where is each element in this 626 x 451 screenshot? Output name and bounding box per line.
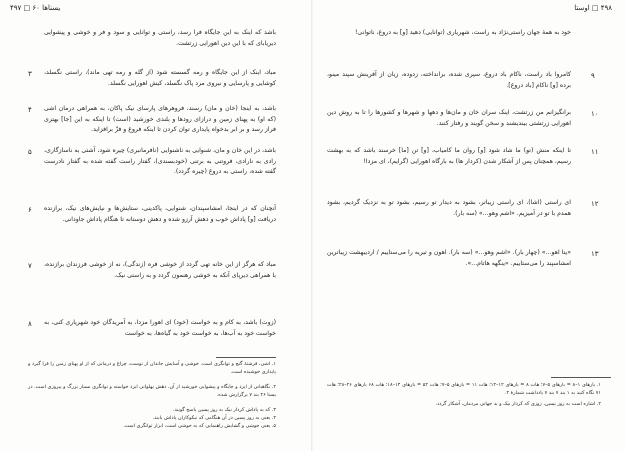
verse-text: باشد، در این خان و مان، شنوایی به ناشنوایی (نافرمانبری) چیره شود، آشتی به ناسازگاری، رادی به نارادی، فروتنی به برتنی (خودبسندی)، گفتار راست گفته شده به گفتار نادرست گفته شده، راستی به دروغ (چیره گردد).: [44, 147, 276, 176]
verse-text: آنچنان که در اینجا، امشاسپندان، شنوایی، پاکدینی، ستایش‌ها و نیایش‌های نیک، برازنده دریافت [و] پاداش خوب و دهش آرزو شده و دهش دوستانه تا هنگام پاداش جاودانی.: [44, 205, 276, 223]
verse-number: ۹: [591, 72, 595, 80]
verse-number: ۵: [28, 148, 32, 156]
verse-text: «یتا اهو...» (چهار بار). «اشم وهو...» (سه بار). اهون و تیریه را می‌ستاییم / اردیبهشت زیباترین امشاسپند را می‌ستاییم. «ینگهه هاتام...».: [327, 249, 571, 267]
footnote: ۳. که به پاداش کردار نیک به روز پسین پاسخ گویند.: [172, 407, 276, 413]
footnote-rule: [551, 377, 611, 378]
verse-text: (زوت) باشد، به کام و به خواست (خود) ای اهورا مزدا، به آمریدگان خود شهریاری کنی، به خواست خود به آب‌ها، به خواست خود به گیاه‌ها، به خواست: [44, 319, 276, 337]
verse-number: ۱۲: [591, 200, 599, 208]
verse-number: ۱۱: [591, 148, 599, 156]
right-page-header: ۴۹۸ □ اوستا: [574, 4, 612, 12]
footnote: ۲. اشاره است به روز پسین، روزی که کردار نیک و بد جهانی مردمان، آشکار گردد.: [435, 401, 601, 407]
left-page-header: یسناها ۶۰ □ ۴۹۷: [10, 4, 61, 12]
footnote: ۴. یعنی به روز پسین در آن هنگامی که نیکوکاران پاداش یابند.: [152, 415, 276, 421]
footnote: ۱. بارهای ۱–۸ = بارهای ۵–۷؛ هات ۸ = بارهای ۱۲–۱۴؛ هات ۱۱ = بارهای ۵–۷؛ هات ۵۲ = بارهای ۱۴–۱۸؛ هات ۶۸ بارهای ۲۶–۲۸؛ هات ۷۱ نگاه کنید به ۱ بند ۷ بند ۷ یادداشت شمارهٔ ۲.: [327, 382, 602, 396]
verse-text: برانگیزانم من زرتشت، اینک سران خان و مان‌ها و دهها و شهرها و کشورها را تا به روش دین اهورایی زرتشتی بیندیشند و سخن گویند و رفتار کنند.: [327, 109, 571, 127]
verse-number: ۱۰: [591, 110, 599, 118]
footnote: ۲. نگاهبانی از ایزد و جایگاه و پیشوایی خورشید از آن، دهش پهلوانی ایزد خواسته و توانگری بسیار بزرگ و پیروزی است. در یسنا ۲۶ بند ۷ برگزارش شده.: [28, 384, 276, 398]
verse-text: مباد، اینک از این جایگاه و رمه گسسته شود (از گله و رمه تهی ماند)، راستی نگسلد، کوشایی و پارسایی و نیروی مرد پاک نگسلد، کیش اهورایی نگسلد.: [44, 69, 276, 87]
verse-number: ۴: [28, 106, 32, 114]
verse-text: تا اینکه منش (تو) ما شاد شود [و] روان ما کامیاب، [و] تن [ما] خرسند باشد که به بهشت رسیم، همچنان پس از آشکار شدن (کردار ها) به بارگاه اهورایی (گرایم)، ای مزدا!: [327, 147, 571, 165]
verse-text: باشد، به اینجا (خان و مان) رسند، فروهرهای پارسای نیک پاکان، به همراهی درمان اشی (که او) به پهنای زمین و درازای رودها و بلندی خورشید (است) تا اینکه به این [جا] بهتری فراز رسد و بر ابر بدخواه پایداری توان کردن تا اینکه فروغ و فزّ برافزاید.: [44, 105, 276, 134]
footnote: ۵. یعنی خوشی و گشایش راهنمایی که به خوشی است، ابزار توانگری است.: [123, 423, 276, 429]
verse-text: خود به همهٔ جهان راستی‌نژاد به راست، شهریاری (توانایی) دهید [و] به دروغ، ناتوانی!: [354, 29, 571, 36]
verse-text: ای راستی (اشا)، ای راستی زیباتر، بشود به دیدار تو رسیم، بشود تو به نزدیک گردیم، بشود همدم با تو در آمیزیم. «اشم وهو...» (سه بار).: [327, 199, 571, 217]
verse-text: باشد که اینک به این جایگاه فرا رسد، راستی و توانایی و سود و فر و خوشی و پیشوایی دیریابای که با این دین اهورایی زرتشت.: [44, 29, 276, 47]
right-page: [313, 0, 626, 451]
footnote: ۱. اشی، فرشتهٔ گنج و توانگری است. خوشی و آسایش خاندان از توست، چراغ و درمانی که از او پهنای زمین را فرا گیرد و پایداری خوشیده است.: [28, 361, 276, 375]
verse-number: ۷: [28, 262, 32, 270]
footnote-rule: [216, 357, 276, 358]
verse-text: کامروا باد راست، ناکام باد دروغ، سپری شده، برانداخته، زدوده، زیان از آفرینش سپند مینو، برده [و] ناکام [باد دروغ].: [327, 71, 571, 89]
verse-number: ۱۳: [591, 250, 599, 258]
verse-number: ۳: [28, 70, 32, 78]
verse-text: مباد که هرگز از این خانه تهی گردد از خوشی فره (زندگی)، نه از خوشی فرزندان برازنده، با همراهی دیرپای آنکه به خوشی رهنمون گردد و به راستی نیک.: [44, 261, 276, 279]
verse-number: ۶: [28, 206, 32, 214]
verse-number: ۸: [28, 320, 32, 328]
